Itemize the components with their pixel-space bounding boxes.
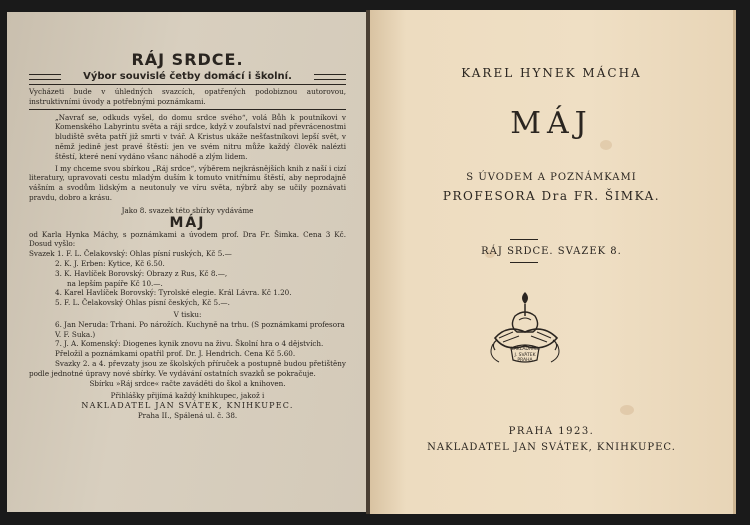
publisher-line: NAKLADATEL JAN SVÁTEK, KNIHKUPEC. bbox=[427, 442, 676, 453]
address-text: Praha II., Spálená ul. č. 38. bbox=[137, 410, 238, 420]
divider bbox=[510, 239, 538, 240]
orders-text: Přihlášky přijímá každý knihkupec, jakož i bbox=[110, 391, 265, 401]
emblem-text bbox=[485, 347, 565, 364]
announce-text: Jako 8. svazek této sbírky vydáváme bbox=[121, 205, 254, 215]
mission-text: I my chceme svou sbírkou „Ráj srdce“, výběrem nejkrásnějších knih z naší i cizí literatury, upravovati cestu mladým duším k tomuto vnitřnímu štěstí, aby neprodajně vášním a svodům lidským a neutonuly ve víru světa, nýbrž aby se učily poznávati pravdu, dobro a krásu. bbox=[29, 163, 346, 202]
right-page bbox=[370, 10, 736, 514]
list-item: 7. J. A. Komenský: Diogenes kynik znovu na živu. Školní hra o 4 dějstvích. Přeložil a poznámkami opatřil prof. Dr. J. Hendrich. Cena Kč 5.60. bbox=[55, 339, 324, 359]
list-item: na lepším papíře Kč 10.—. bbox=[67, 278, 163, 288]
note-text: Svazky 2. a 4. převzaty jsou ze školských příruček a postupně budou přetištěny podle jednotné úpravy nové sbírky. Ve vydávání ostatních svazků se pokračuje. bbox=[29, 358, 346, 378]
list-item: 6. Jan Neruda: Trhani. Po nárožích. Kuchyně na trhu. (S poznámkami profesora V. F. Suka.) bbox=[55, 319, 345, 339]
intro-line: S ÚVODEM A POZNÁMKAMI bbox=[466, 172, 637, 183]
divider bbox=[29, 84, 346, 85]
divider bbox=[510, 262, 538, 263]
divider bbox=[29, 109, 346, 110]
series-line: RÁJ SRDCE. SVAZEK 8. bbox=[481, 246, 622, 257]
printing-list bbox=[29, 320, 346, 359]
book-title: MÁJ bbox=[510, 106, 593, 141]
left-page bbox=[7, 12, 368, 512]
series-title: RÁJ SRDCE. bbox=[131, 50, 244, 69]
published-list bbox=[29, 249, 346, 308]
author-name: KAREL HYNEK MÁCHA bbox=[461, 66, 642, 80]
place-year: PRAHA 1923. bbox=[508, 426, 595, 437]
emblem-icon bbox=[485, 286, 565, 382]
list-item: 4. Karel Havlíček Borovský: Tyrolské elegie. Král Lávra. Kč 1.20. bbox=[55, 288, 292, 298]
publisher-emblem bbox=[485, 286, 565, 382]
editor-line: PROFESORA Dra FR. ŠIMKA. bbox=[442, 189, 661, 203]
stain bbox=[600, 140, 612, 150]
emblem-text-line: NAKLADATEL bbox=[510, 347, 540, 352]
main-title: MÁJ bbox=[169, 214, 206, 231]
printing-label: V tisku: bbox=[173, 309, 202, 319]
stain bbox=[620, 405, 634, 415]
quote-text: „Navrať se, odkuds vyšel, do domu srdce svého“, volá Bůh k poutníkovi v Komenského Labyrintu světa a ráji srdce, když v zoufalství nad převrácenostmi bludiště světa patří již smrti v tvář. A Kristus ukáže nešťastníkovi lepší svět, v němž jedině jest pravé štěstí: jen ve svém nitru může každý člověk nalézti štěstí, které není vydáno všanc náhodě a zlým lidem. bbox=[55, 112, 346, 161]
publisher-text: NAKLADATEL JAN SVÁTEK, KNIHKUPEC. bbox=[81, 401, 294, 411]
intro-text: Vycházeti bude v úhledných svazcích, opatřených podobiznou autorovou, instruktivními úvody a potřebnými poznámkami. bbox=[29, 87, 346, 106]
list-item: Svazek 1. F. L. Čelakovský: Ohlas písní ruských, Kč 5.— bbox=[29, 249, 232, 259]
main-desc: od Karla Hynka Máchy, s poznámkami a úvodem prof. Dra Fr. Šimka. Cena 3 Kč. Dosud vyšlo: bbox=[29, 229, 346, 249]
list-item: 2. K. J. Erben: Kytice, Kč 6.50. bbox=[55, 258, 165, 268]
series-subtitle: Výbor souvislé četby domácí i školní. bbox=[29, 71, 346, 82]
recommend-text: Sbírku »Ráj srdce« račte zaváděti do škol a knihoven. bbox=[89, 378, 286, 388]
emblem-text-line: PRAHA bbox=[517, 358, 533, 363]
emblem-text-line: J. SVÁTEK bbox=[514, 352, 536, 358]
list-item: 3. K. Havlíček Borovský: Obrazy z Rus, Kč 8.—, bbox=[55, 268, 228, 278]
list-item: 5. F. L. Čelakovský Ohlas písní českých, Kč 5.—. bbox=[55, 298, 230, 308]
